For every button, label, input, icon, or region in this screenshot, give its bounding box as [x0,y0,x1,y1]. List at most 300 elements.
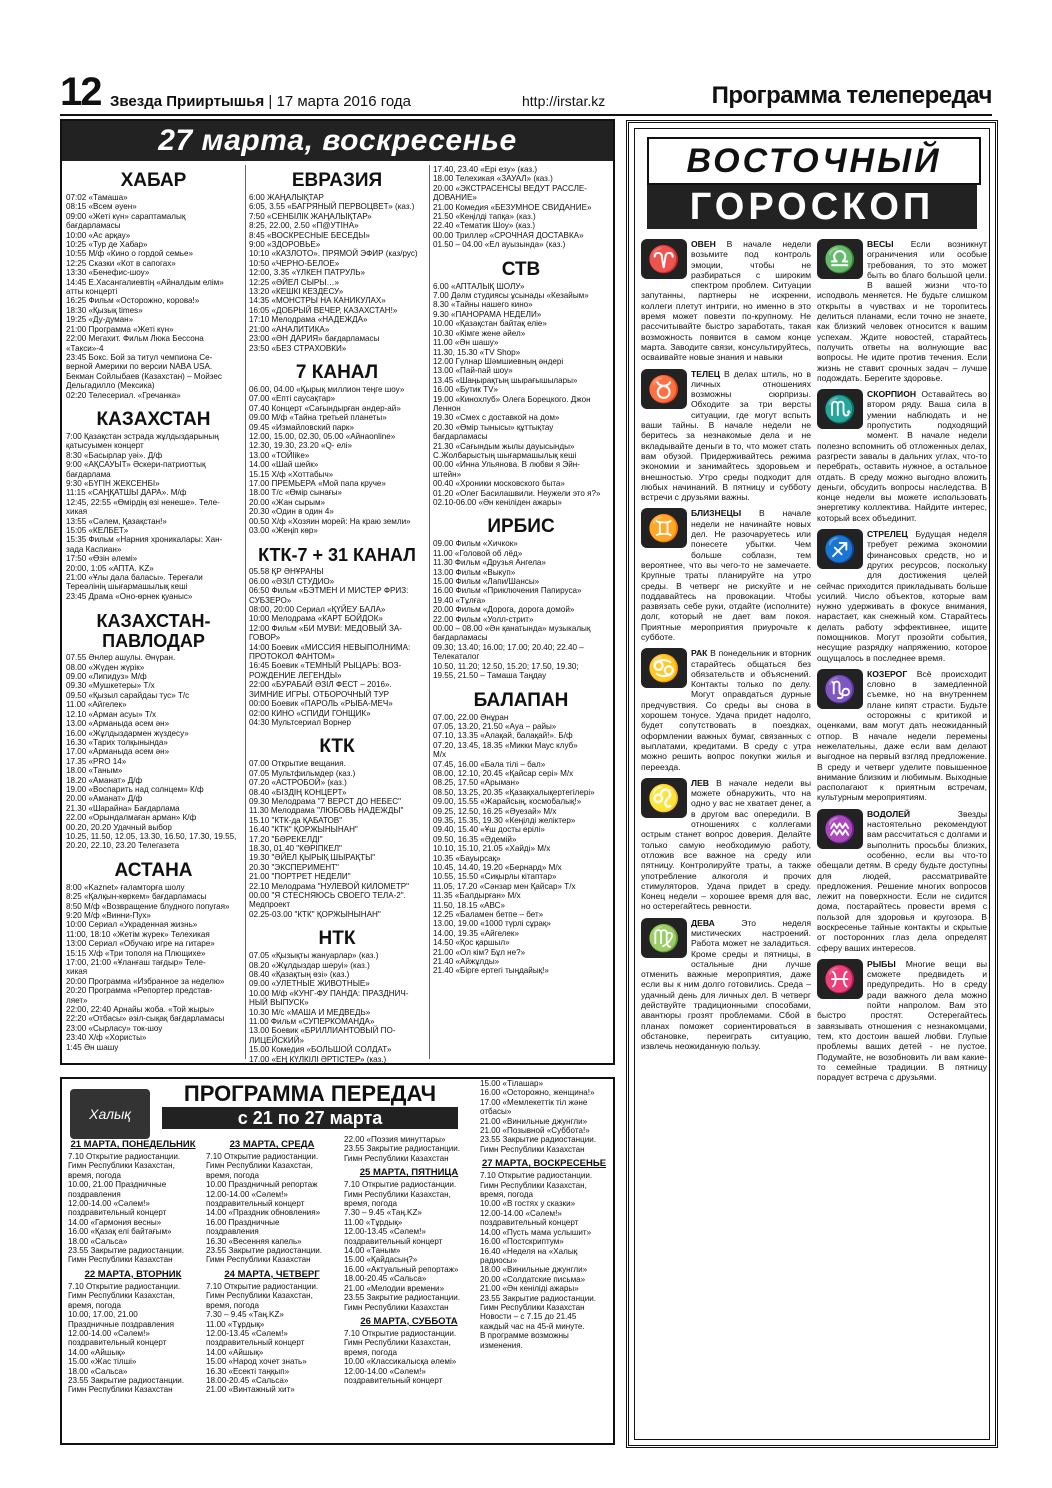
zodiac-name: СКОРПИОН [867,389,917,400]
program-line: 20.30 «Один в один 4» [249,507,334,517]
program-line: 19.55, 21.50 – Тамаша Таңдау [433,671,547,681]
zodiac-entry [641,508,811,642]
radio-line: отбасы» [480,1107,512,1117]
channel-name: КАЗАХСТАН-ПАВЛОДАР [96,611,211,652]
radio-line: 7.10 Открытие радиостанции. [344,1328,457,1338]
radio-column-4 [480,1079,608,1437]
program-line: 17.00 ПРЕМЬЕРА «Мой папа круче» [249,478,386,488]
program-line: 09.30 «Мушкетеры» Т/х [66,681,155,691]
program-line: 20.20, 22.10, 23.20 Телегазета [66,841,180,851]
radio-line: Гимн Республики Казахстан, [480,1180,587,1190]
block-gap [249,353,425,357]
program-line: 13:55 «Сәлем, Қазақстан!» [66,516,167,526]
program-line: 9:30 «БҮГІН ЖЕКСЕНБІ» [66,478,160,488]
program-line: 00.20, 20.20 Удачный выбор [66,822,172,832]
radio-line: 18.00-20.45 «Сальса» [344,1274,427,1284]
zodiac-icon: ♏ [817,389,863,429]
radio-line: 16.40 «Неделя на «Халық [480,1246,578,1256]
program-line: 00:00 Боевик «ПАРОЛЬ «РЫБА-МЕЧ» [249,699,393,709]
program-line: 09.50 «Қызыл сарайдаы тус» Т/с [66,690,190,700]
radio-schedule-box [60,1077,615,1445]
program-line: 10.35 «Бауырсақ» [433,853,501,863]
program-line: 16.30 «Тарих толқынында» [66,737,168,747]
radio-line: 15.00 «Народ хочет знать» [206,1357,307,1367]
radio-line: 7.10 Открытие радиостанции. [344,1180,457,1190]
radio-line: поздравительный концерт [480,1218,579,1228]
program-line: 20.00 «Жан сырым» [249,497,326,507]
zodiac-text: Будущая неделя требует режима экономии финансовых средств, но и других ресурсов, поскольку для достижения целей сейчас приходится прикладывать больше усилий. Число объектов, которые вам нужно удерживать в фокусе внимания, нарастает, как снежный ком. Старайтесь делать работу эффективнее, ищите помощников. Могут прозойти события, несущие разрядку напряжению, которое ощущалось в последнее время. [817,529,987,663]
radio-line: Гимн Республики Казахстан [206,1255,311,1265]
zodiac-text: Оставайтесь во втором ряду. Ваша сила в умении наблюдать и не пропустить подходящий момент. В начале недели полезно вспомнить об отложенных делах, разгрести завалы в дальних углах, что-то перебрать, оставить нужное, а остальное отдать. В среду можно выгодно вложить деньги, обсудить вопросы наследства. В конце недели вы можете использовать энергетику коллектива. Найдите интерес, который всех объединит. [817,389,987,523]
program-line: М/х [433,750,447,760]
block-gap [249,919,425,923]
program-line: «Такси»-4 [66,343,104,353]
radio-line: Гимн Республики Казахстан [344,1302,449,1312]
program-line: ПРОТОКОЛ ФАНТОМ» [249,652,335,662]
zodiac-text: В начале недели вы можете обнаружить, что на одно у вас не хватает денег, а в другом вас опередили. В отношениях с коллегами острым станет вопрос доверия. Делайте только самую необходимую работу, отложив все важное на среду или пятницу. Контролируйте траты, а также употребление алкоголя и прочих стимуляторов. Удача придет в среду. Конец недели – хорошее время для вас, но остерегайтесь ревности. [641,777,812,912]
program-line: атты концерті [66,287,118,297]
program-line: 07.45, 16.00 «Бала тілі – бал» [433,759,546,769]
program-line: 22:00, 22:40 Арнайы жоба. «Той жыры» [66,1005,215,1015]
program-line: 11.00 Фильм «СУПЕРКОМАНДА» [249,1017,375,1027]
program-line: 07.00, 22.00 Әнұран [433,712,509,722]
radio-line: 11.00 «Тұрдық» [206,1319,265,1329]
tv-column-2 [249,165,425,1064]
radio-line: 21.00 «Винильные джунгли» [480,1116,588,1126]
program-line: 19.00 «Воспарить над солнцем» К/ф [66,784,204,794]
program-line: 11.35 «Балдырған» М/х [433,891,521,901]
program-line: 7.00 Дәлм студиясы ұсынады «Кезайым» [433,291,589,301]
program-line: 07.05 Мультфильмдер (каз.) [249,768,356,778]
program-line: 17.00 «Арманыда әсем ән» [66,747,170,757]
horoscope-inner [634,128,990,1440]
zodiac-name: РЫБЫ [867,958,896,969]
radio-line: 12.00-13.45 «Сәлем!» [344,1227,426,1237]
program-line: 02:00 КИНО «СПИДИ ГОНЩИК» [249,708,371,718]
program-line: 21:00 «Ұлы дала баласы». Тереғали [66,573,203,583]
block-gap [249,727,425,731]
program-line: қатысуымен концерт [66,441,144,451]
program-line: 21:00 Программа «Жеті күн» [66,324,174,334]
radio-line: 12.00-14.00 «Сәлем!» [68,1328,150,1338]
program-line: 15:15 Х/ф «Три тополя на Плющихе» [66,948,206,958]
program-line: 14:35 «МОНСТРЫ НА КАНИКУЛАХ» [249,296,386,306]
program-line: 18.00 «Таным» [66,766,123,776]
radio-line: 16.00 «Актуальный репортаж» [344,1264,459,1274]
site-url[interactable]: http://irstar.kz [522,93,606,109]
program-line: зада Каспиан» [66,544,122,554]
program-line: 04:30 Мультсериал Ворнер [249,717,352,727]
program-line: 8.30 «Тайны нашего кино» [433,300,533,310]
program-line: 08:00, 20:00 Сериал «ҚҮЙЕУ БАЛА» [249,605,386,615]
program-line: 07.05, 13.20, 21.50 «Аyа – райы» [433,721,557,731]
tv-schedule-box [60,119,615,1065]
program-line: 16.00 «Бутик TV» [433,385,499,395]
program-line: 06.00 «ӘЗІЛ СТУДИО» [249,576,335,586]
program-line: 20:20 Программа «Репортер представ- [66,986,213,996]
program-line: 18.20 «Аманат» Д/ф [66,775,143,785]
radio-line: 12.00-14.00 «Сәлем!» [68,1199,150,1209]
program-line: 20.00 «ЭКСТРАСЕНСЫ ВЕДУТ РАССЛЕ- [433,183,587,193]
program-line: 00.00 «Инна Ульянова. В любви я Эйн- [433,460,580,470]
tv-day-title: 27 марта, воскресенье [62,121,613,161]
radio-line: поздравления [68,1189,121,1199]
block-gap [433,681,609,685]
radio-logo: Халық [70,1089,150,1139]
program-line: 13.00 «Арманыда әсем ән» [66,719,170,729]
program-line: 18.00 Т/с «Өмір сынағы» [249,488,343,498]
radio-line: Гимн Республики Казахстан [344,1153,449,1163]
block-gap [66,400,241,404]
program-line: 12:00 Фильм «БИ МУВИ: МЕДОВЫЙ ЗА- [249,623,402,633]
issue-date: | 17 марта 2016 года [268,93,411,110]
zodiac-entry [641,239,811,363]
zodiac-icon: ♍ [641,918,687,958]
program-line: 00.00 Триллер «СРОЧНАЯ ДОСТАВКА» [433,230,584,240]
zodiac-text: В начале недели возьмите под контроль эмоции, чтобы не разбираться с широким спектром проблем. Ситуации запутанны, партнеры не искренни, коллеги плетут интриги, но именно в это время может повезти по-крупному. Не рассчитывайте быстро заработать, такая возможность появится в самом конце марта. Заводите связи, консультируйтесь, осваивайте новые знания и навыки [641,239,811,363]
radio-line: 7.10 Открытие радиостанции. [206,1281,319,1291]
program-line: 11.00 «Головой об лёд» [433,548,523,558]
radio-line: 17.00 «Мемлекеттік тіл және [480,1097,588,1107]
program-line: 9:00 «АҚСАУЫТ» Әскери-патриоттық [66,460,206,470]
program-line: 19.30 «Смех с доставкой на дом» [433,413,560,423]
program-line: 17:00, 21:00 «Ұланғаш тағдыр» Теле- [66,958,206,968]
channel-name: ИРБИС [487,516,555,538]
program-line: 21.00 Комедия «БЕЗУМНОЕ СВИДАНИЕ» [433,202,592,212]
program-line: 18:30 «Қызық times» [66,305,143,315]
radio-line: поздравления [206,1227,259,1237]
channel-name: КТК-7 + 31 КАНАЛ [258,545,416,566]
radio-line: 16.30 «Весенняя капель» [206,1236,302,1246]
radio-line: 14.00 «Айшық» [68,1347,126,1357]
program-line: 09.00, 15.55 «Жарайсың, космобалық!» [433,797,582,807]
program-line: 12.00 Гүлнар Шәмшиевның әндері [433,356,564,366]
program-line: 10.30 «Кімге жене әйел» [433,328,526,338]
radio-line: Гимн Республики Казахстан, [206,1161,313,1171]
program-line: 10.00 М/ф «КУНГ-ФУ ПАНДА: ПРАЗДНИЧ- [249,988,409,998]
zodiac-text: Если возникнут ограничения или особые требования, то это может быть во благо большой цели. В вашей жизни что-то исподволь меняется. Не будьте слишком открыты в чувствах и не торопитесь делиться планами, если точно не знаете, как близкий человек относится к вашим успехам. Ждите новостей, старайтесь получить ответы на волнующие вас вопросы. Не идите против течения. Если жизнь не ставит срочных задач – лучше подождать. Берегите здоровье. [817,239,987,383]
program-line: 01.20 «Олег Басилашвили. Неужели это я?» [433,488,601,498]
zodiac-name: ЛЕВ [691,777,709,788]
program-line: 12.10 «Арман асуы» Т/х [66,709,157,719]
tv-column-1 [66,165,241,1059]
radio-line: 16.00 «Осторожно, женщина!» [480,1088,595,1098]
program-line: 05.58 ҚР ӘНҰРАНЫ [249,567,324,577]
program-line: 10:00 «Ас арқау» [66,230,131,240]
program-line: 18.30, 01.40 "КӨРІПКЕЛ" [249,843,342,853]
program-line: 09.00 «Липидуз» М/ф [66,672,147,682]
radio-column-1 [68,1135,198,1435]
zodiac-entry [641,778,811,912]
zodiac-entry [817,669,987,803]
page-header [60,70,992,116]
program-line: 11.30 Фильм «Друзья Ангела» [433,558,546,568]
program-line: 08:15 «Всем әуен» [66,202,137,212]
program-line: 21.30 «Сағындым жылы дауысынды» [433,441,575,451]
block-gap [66,1052,241,1056]
program-line: ДОВАНИЕ» [433,193,477,203]
program-line: штейн» [433,469,462,479]
program-line: 8:30 «Басырлар уәі». Д/ф [66,450,163,460]
program-line: Телекаталог [433,652,480,662]
block-gap [249,535,425,539]
program-line: 07.00 «Епті саусақтар» [249,394,336,404]
program-line: 17:50 «Өзін әлемі» [66,554,138,564]
radio-line: 22.00 «Поэзия минуттары» [344,1135,446,1144]
radio-line: 14.00 «Гармония весны» [68,1217,162,1227]
program-line: 21.00 "ПОРТРЕТ НЕДЕЛИ" [249,872,351,882]
zodiac-icon: ♎ [817,239,863,279]
program-line: бағдарламасы [433,432,488,442]
radio-line: 15.00 «Қайдасың?» [344,1255,418,1265]
radio-line: 12.00-14.00 «Сәлем!» [206,1189,288,1199]
program-line: 11.05, 17.20 «Сәнзар мен Қайсар» Т/х [433,881,576,891]
program-line: Бекман Сойлыбаев (Казахстан) – Мойзес [66,371,222,381]
radio-line: 11.00 «Тұрдық» [344,1217,403,1227]
program-line: 10.50, 11.20; 12.50, 15.20; 17.50, 19.30; [433,661,579,671]
radio-line: 10.00 «В гостях у сказки» [480,1199,576,1209]
program-line: 16:45 Боевик «ТЕМНЫЙ РЫЦАРЬ: ВОЗ- [249,661,402,671]
program-line: ЛИЦЕЙСКИЙ» [249,1035,305,1045]
zodiac-name: КОЗЕРОГ [867,668,908,679]
radio-line: 15.00 «Жас тілші» [68,1357,137,1367]
radio-line: 21.00 «Ән кеніліді ажары» [480,1284,579,1294]
program-line: 09.00 «УЛЕТНЫЕ ЖИВОТНЫЕ» [249,979,370,989]
program-line: 11.00 «Айгелек» [66,700,127,710]
program-line: 02.10-06.00 «Ән кеніліден ажары» [433,498,562,507]
radio-line: изменения. [480,1340,523,1350]
program-line: 14:45 Е.Хасангалиевтің «Айналдым елім» [66,277,224,287]
program-line: 00.50 Х/ф «Хозяин морей: На краю земли» [249,516,411,526]
program-line: 16:25 Фильм «Осторожно, корова!» [66,296,200,306]
program-line: Дельгадилло (Мексика) [66,381,155,391]
program-line: 09.40, 15.40 «Ұш досты ерілі» [433,825,545,835]
program-line: ЗИМНИЕ ИГРЫ. ОТБОРОЧНЫЙ ТУР [249,689,390,699]
radio-line: 7.30 – 9.45 «Таң.KZ» [344,1208,422,1218]
program-line: 16.00 «Жұлдыздармен жүздесу» [66,728,189,738]
radio-column-2 [206,1135,338,1435]
program-line: 20:00, 1:05 «АПТА. KZ» [66,563,154,573]
block-gap [66,601,241,605]
program-line: 20:00 Программа «Избранное за неделю» [66,976,225,986]
program-line: 13.00 «ТОЙlike» [249,450,310,460]
program-line: 9:00 «ЗДОРОВЬЕ» [249,240,321,250]
program-line: 22:20 «Отбасы» әзіл-сықақ бағдарламасы [66,1014,225,1024]
zodiac-name: РАК [691,648,708,659]
program-line: 08.20 «Жұлдыздар шеруі» (каз.) [249,960,370,970]
program-line: 10.30 М/с «МАША И МЕДВЕДЬ» [249,1007,371,1017]
channel-name: ХАБАР [120,170,187,191]
radio-line: 7.10 Открытие радиостанции. [480,1171,593,1181]
newspaper-name [110,93,411,110]
program-line: 10.10, 15.10, 21.05 «Хайді» М/х [433,844,551,854]
column-divider [429,165,430,1059]
program-line: 13:30 «Бенефис-шоу» [66,268,150,278]
radio-line: Гимн Республики Казахстан [68,1255,173,1265]
program-line: 08.40 «Қазақтың өзі» (каз.) [249,970,350,980]
radio-line: Новости – с 7.15 до 21.45 [480,1312,577,1322]
program-line: 19.40 «Тұлға» [433,595,486,605]
column-divider [245,165,246,1059]
radio-line: В программе возможны [480,1331,569,1341]
zodiac-entry [817,529,987,663]
radio-line: Гимн Республики Казахстан, [68,1161,175,1171]
program-line: 23:50 «БЕЗ СТРАХОВКИ» [249,343,347,353]
radio-line: 18.00 «Винильные джунгли» [480,1265,588,1275]
radio-line: Гимн Республики Казахстан, [206,1291,313,1301]
program-line: 08.25, 17.50 «Арыман» [433,778,520,788]
radio-line: 7.10 Открытие радиостанции. [206,1152,319,1161]
program-line: 11.30, 15.30 «TV Shop» [433,347,521,357]
radio-line: 10.00, 21.00 Праздничные [68,1180,167,1190]
program-line: бағдарламасы [433,633,488,643]
zodiac-text: Всё происходит словно в замедленной съемке, но на внутреннем плане кипят страсти. Будьте осторожны с критикой и оценками, вам могут дать неожиданный отпор. В начале недели перемены нежелательны, даже если вам делают выгодное на первый взгляд предложение. В среду и четверг уделите повышенное внимание близким и любимым. Выходные располагают к приятным встречам, культурным мероприятиям. [817,668,987,803]
zodiac-text: В делах штиль, но в личных отношениях возможны сюрпризы. Обходите за три версты ситуации, где могут вспыть ваши тайны. В начале недели не беритесь за незнакомые дела и не вкладывайте деньги в то, что может стать вам обузой. Придерживайтесь режима экономии и занимайтесь здоровьем и внешностью. Утро среды подходит для любых начинаний. В пятницу и субботу встречи с друзьями важны. [641,368,812,503]
program-line: 06.00, 04.00 «Қырық миллион теңге шоу» [249,384,405,394]
program-line: 07.05 «Қызықты жануарлар» (каз.) [249,951,379,961]
program-line: 10:50 «ЧЕРНО-БЕЛОЕ» [249,258,340,268]
radio-line: 23.55 Закрытие радиостанции. [344,1144,461,1154]
horoscope-title-bottom: ГОРОСКОП [647,185,977,229]
program-line: Леннон [433,403,461,413]
program-line: 12:25 «ӘЙЕЛ СЫРЫ…» [249,277,340,287]
radio-line: 21.00 «Винтажный хит» [206,1385,295,1395]
program-line: 9:20 М/ф «Винни-Пух» [66,911,151,920]
zodiac-text: В понедельник и вторник старайтесь общаться без обязательств и объяснений. Контакты только по делу. Могут оправдаться дурные предчувствия. Со среды вы снова в хорошем тонусе. Удача придет надолго, будет сопутствовать в поездках, оформлении важных бумаг, связанных с выплатами, кредитами. В среду с утра можно решить вопрос покупки жилья и переезда. [641,648,811,772]
program-line: 22:00 «БУРАБАЙ ӘЗІЛ ФЕСТ – 2016». [249,680,392,690]
program-line: 16.00 Фильм «Приключения Папируса» [433,586,582,596]
radio-line: 16.00 «Постскриптум» [480,1237,564,1247]
program-line: 15:05 «КЕЛБЕТ» [66,526,129,535]
radio-line: поздравительный концерт [344,1375,443,1385]
zodiac-name: БЛИЗНЕЦЫ [691,508,742,519]
radio-line: 7.10 Открытие радиостанции. [68,1152,181,1161]
radio-line: время, погода [68,1300,121,1310]
page-number: 12 [60,70,101,114]
channel-name: АСТАНА [114,859,193,881]
program-line: 09.30; 13.40; 16.00; 17.00; 20.40; 22.40 – [433,642,584,652]
radio-line: время, погода [68,1170,121,1180]
program-line: 19:25 «Ду-думан» [66,315,134,325]
program-line: бағдарлама [66,469,111,479]
program-line: 22.10 Мелодрама "НУЛЕВОЙ КИЛОМЕТР" [249,881,410,891]
program-line: 07.20 «АСТРОБОЙ» (каз.) [249,778,347,788]
program-line: 13.00 Фильм «Выкуп» [433,567,516,577]
program-line: 10.25, 11.50, 12.05, 13.30, 16.50, 17.30, 19.55, [66,831,237,841]
program-line: 14:00 Боевик «МИССИЯ НЕВЫПОЛНИМА: [249,642,411,652]
radio-line: 7.30 – 9.45 «Таң.KZ» [206,1310,284,1320]
channel-name: СТВ [501,258,541,280]
program-line: 15.00 Фильм «Лапи/Шансы» [433,577,540,587]
radio-line: 10.00, 17.00, 21.00 [68,1310,138,1320]
radio-line: Гимн Республики Казахстан, [68,1291,175,1301]
zodiac-name: ОВЕН [691,239,716,249]
program-line: Медпроект [249,900,291,910]
channel-name: НТК [318,928,356,950]
program-line: 10.55, 15.50 «Сиқырлы кітаптар» [433,872,557,882]
program-line: 08.00, 12.10, 20.45 «Қайсар серi» М/х [433,768,574,778]
program-line: 13.00 «Пай-пай шоу» [433,366,513,376]
program-line: 15.15 Х/ф «Хоттабыч» [249,469,334,479]
program-line: 11.00 «Ән шашу» [433,338,499,348]
program-line: 09:00 «Жеті күн» сараптамалық [66,211,186,221]
radio-line: радиосы» [480,1255,518,1265]
program-line: 09.00 Фильм «Хичкок» [433,539,518,549]
program-line: 8:45 «ВОСКРЕСНЫЕ БЕСЕДЫ» [249,230,370,240]
program-line: 23:45 Драма «Оно-өрнек қуаныс» [66,591,193,601]
program-line: 12.25 «Баламен бетпе – бет» [433,910,544,920]
tv-columns [66,165,609,1064]
radio-line: 12.00-14.00 «Сәлем!» [344,1366,426,1376]
program-line: 23:00 «ӘН ДАРИЯ» бағдарламасы [249,334,380,344]
program-line: 11.50, 18.15 «АВС» [433,900,506,910]
program-line: 14.00 «Шай шейк» [249,460,319,470]
program-line: 7:50 «СЕНБІЛІК ЖАҢАЛЫҚТАР» [249,211,372,221]
program-line: 17.00 «ЕҢ КҮЛКІЛІ ӘРТІСТЕР» (каз.) [249,1054,387,1064]
program-line: 07.55 Әнлер ашулы. Әнүран. [66,653,176,663]
block-gap [249,1064,425,1068]
channel-name: 7 КАНАЛ [295,361,379,383]
radio-line: 20.00 «Солдатские письма» [480,1274,586,1284]
radio-line: 12.00-13.45 «Сәлем!» [206,1328,288,1338]
zodiac-entry [817,389,987,523]
program-line: НЫЙ ВЫПУСК» [249,998,309,1008]
radio-line: 15.00 «Тілашар» [480,1079,543,1088]
radio-day: 27 МАРТА, ВОСКРЕСЕНЬЕ [481,1158,607,1170]
radio-column-3 [344,1135,474,1435]
program-line: 03.00 «Жеңіп көр» [249,526,318,535]
radio-line: 10.00 «Классикалысқа әлемі» [344,1357,457,1367]
radio-day: 25 МАРТА, ПЯТНИЦА [359,1167,459,1179]
program-line: 11:15 «САҢҚАТШЫ ДАРА». М/ф [66,488,187,498]
program-line: 00.00 – 08.00 «Ән қанатында» музыкалық [433,624,591,634]
radio-line: 21.00 «Позывной «Суббота!» [480,1126,590,1136]
radio-line: время, погода [480,1190,533,1200]
program-line: 15:35 Фильм «Нарния хроникалары: Хан- [66,535,223,545]
program-line: 22:00 Мегахит. Фильм Люка Бессона [66,334,204,344]
radio-line: 23.55 Закрытие радиостанции. [68,1375,185,1385]
program-line: 15.00 Комедия «БОЛЬШОЙ СОЛДАТ» [249,1045,392,1055]
program-line: 15.10 "КТК-да ҚАБАТОВ" [249,815,343,825]
zodiac-name: СТРЕЛЕЦ [867,529,908,540]
zodiac-entry [641,648,811,772]
program-line: 21.30 «Шарайна» Бағдарлама [66,803,180,813]
program-line: ГОВОР» [249,633,281,643]
zodiac-icon: ♓ [817,959,863,999]
program-line: 10:10 «КАЗЛОТО». ПРЯМОЙ ЭФИР (каз/рус) [249,249,418,259]
program-line: 21.40 «Айжұлды» [433,957,500,967]
horoscope-column-1 [641,239,811,1435]
block-gap [433,976,609,980]
program-line: 00.00 "Я СТЕСНЯЮСЬ СВОЕГО ТЕЛА-2". [249,891,406,900]
program-line: РОЖДЕНИЕ ЛЕГЕНДЫ» [249,670,342,680]
zodiac-text: В начале недели не начинайте новых дел. Не разочаруетесь или понесете убытки. Чем больше соблазн, тем вероятнее, что вы чего-то не замечаете. Крупные траты планируйте на утро среды. В четверг не рискуйте и не поддавайтесь на провокации. Чтобы развязать себе руки, отдайте (исполните) долг, который не дает вам покоя. Приятные мероприятия приурочьте к субботе. [641,508,811,642]
program-line: 13.00 Боевик «БРИЛЛИАНТОВЫЙ ПО- [249,1026,396,1036]
radio-line: 18.00 «Сальса» [68,1366,128,1376]
program-line: 18.00 Телехикая «ЗАУАЛ» (каз.) [433,174,553,184]
radio-subtitle: с 21 по 27 марта [162,1107,458,1129]
radio-line: поздравительный концерт [206,1338,305,1348]
program-line: Тереәлінің шығармашылық кеші [66,582,188,592]
zodiac-text: Звезды настоятельно рекомендуют вам рассчитаться с долгами и выполнить просьбы близких, особенно, если вы что-то обещали детям. В среду будьте доступны для людей, рассматривайте предложения. Решение многих вопросов лежит на поверхности. Если не сидится дома, постарайтесь провести время с пользой для здоровья и кругозора. В воскресенье тайные контакты и скрытые от посторонних глаз дела определят сферу ваших интересов. [817,808,987,953]
radio-day: 26 МАРТА, СУББОТА [360,1315,458,1327]
radio-line: 16.00 «Қазақ елі байтағым» [68,1227,172,1237]
program-line: 23:00 «Сырласу» ток-шоу [66,1023,163,1033]
horoscope-box [626,120,998,1448]
program-line: 09.25, 12.50, 16.25 «Әуезай» М/х [433,806,557,816]
program-line: С.Жолбарыстың шығармашылық кеші [433,450,577,460]
radio-line: 14.00 «Таным» [344,1246,401,1256]
